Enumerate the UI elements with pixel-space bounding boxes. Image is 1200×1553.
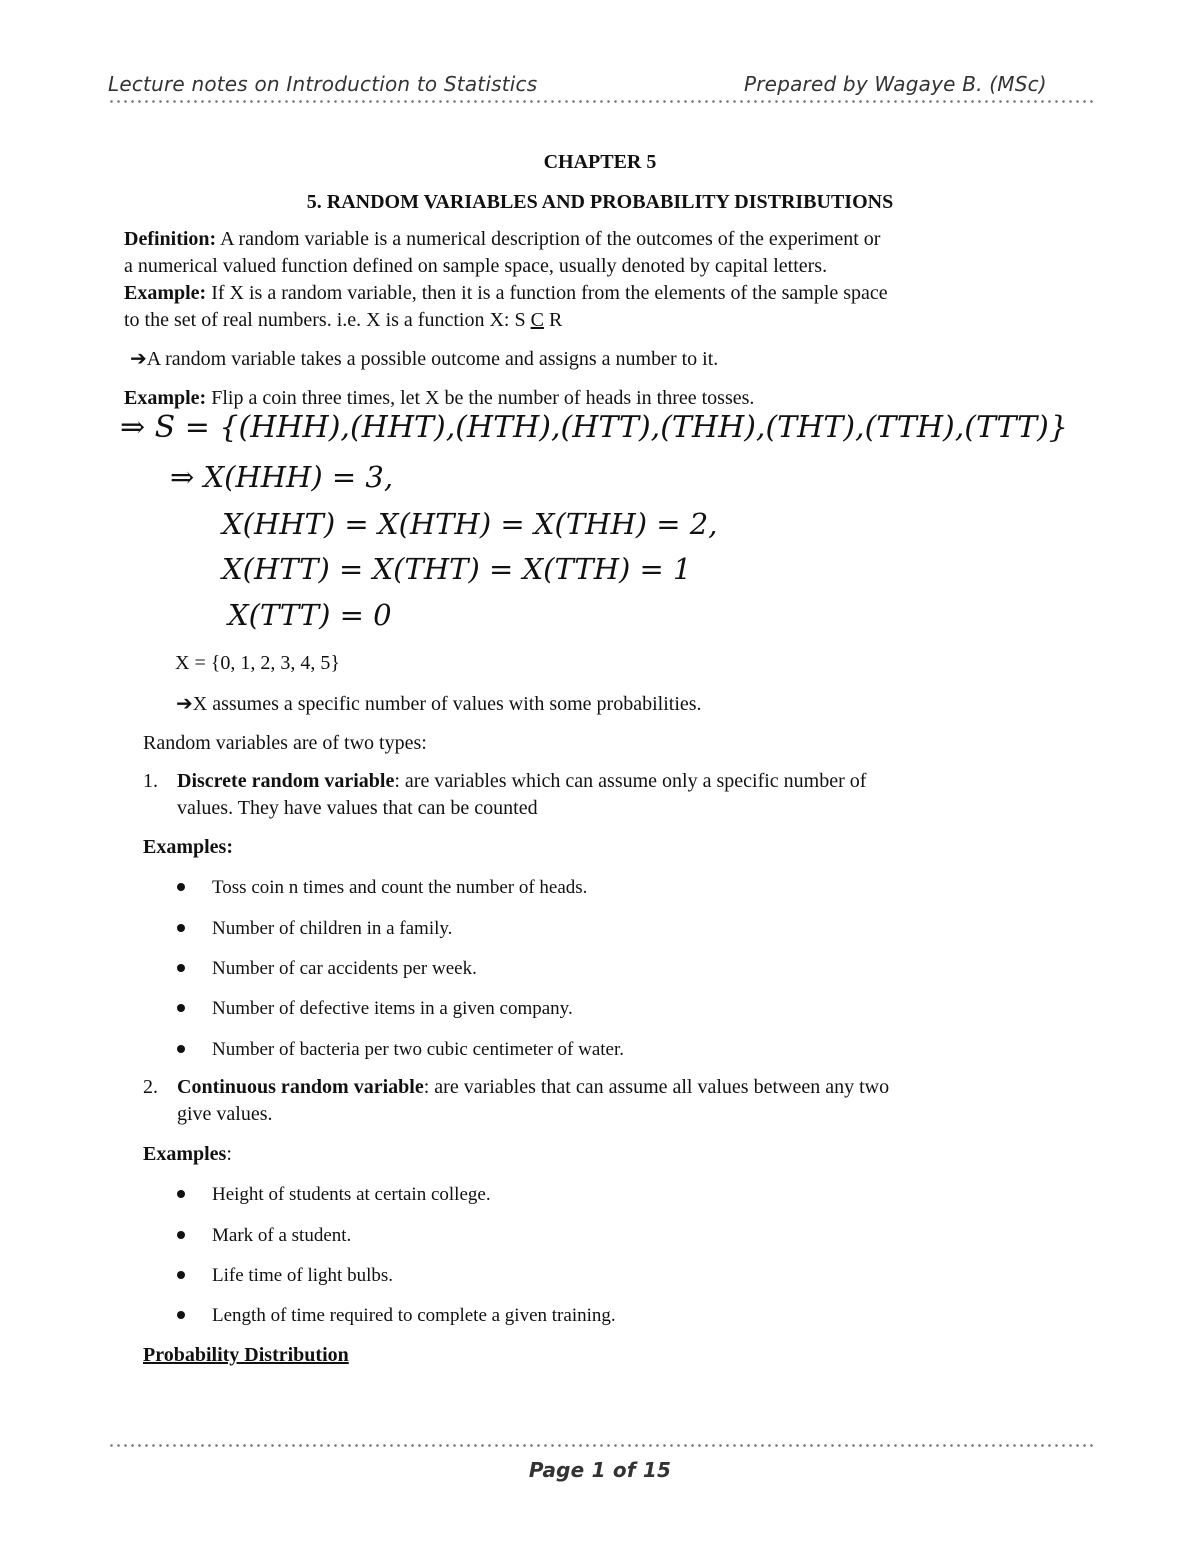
bullet-icon xyxy=(177,1045,185,1053)
example1-line2a: to the set of real numbers. i.e. X is a function X: S xyxy=(124,309,531,331)
continuous-label: Continuous random variable xyxy=(177,1076,424,1098)
subset-symbol: C xyxy=(530,309,544,331)
bullet-icon xyxy=(177,1231,185,1239)
equation-line-3: X(HTT) = X(THT) = X(TTH) = 1 xyxy=(222,552,692,586)
header-left: Lecture notes on Introduction to Statistics xyxy=(108,72,538,96)
continuous-paragraph xyxy=(177,1074,1023,1128)
page-number: Page 1 of 15 xyxy=(528,1458,672,1482)
example2-label: Example: xyxy=(124,387,207,409)
examples-label-2: Examples: xyxy=(143,1143,232,1165)
header-divider xyxy=(108,98,1094,105)
example2-paragraph xyxy=(124,385,754,412)
bullet-icon xyxy=(177,1311,185,1319)
discrete-paragraph xyxy=(177,768,1023,822)
bullet-icon xyxy=(177,883,185,891)
list-item: Number of bacteria per two cubic centimeter of water. xyxy=(177,1036,624,1063)
definition-line1: A random variable is a numerical description of the outcomes of the experiment or xyxy=(216,228,881,250)
sample-space-equation: ⇒ S = {(HHH),(HHT),(HTH),(HTT),(THH),(THT),(TTH),(TTT)} xyxy=(120,410,1068,445)
example2-text: Flip a coin three times, let X be the number of heads in three tosses. xyxy=(206,387,755,409)
probability-distribution-heading: Probability Distribution xyxy=(143,1344,349,1366)
list-item: Life time of light bulbs. xyxy=(177,1262,393,1289)
list-item: Number of defective items in a given company. xyxy=(177,995,573,1022)
footer-divider xyxy=(108,1442,1094,1449)
bullet-icon xyxy=(177,1190,185,1198)
discrete-line2: values. They have values that can be counted xyxy=(177,797,538,819)
right-arrow-icon: ➔ xyxy=(130,346,147,370)
list-item: Number of car accidents per week. xyxy=(177,955,477,982)
continuous-number: 2. xyxy=(143,1076,158,1098)
example1-label: Example: xyxy=(124,282,207,304)
types-intro: Random variables are of two types: xyxy=(143,732,427,754)
discrete-label: Discrete random variable xyxy=(177,770,395,792)
bullet-icon xyxy=(177,1004,185,1012)
continuous-line2: give values. xyxy=(177,1103,273,1125)
list-item: Toss coin n times and count the number of heads. xyxy=(177,874,587,901)
list-item: Height of students at certain college. xyxy=(177,1181,491,1208)
example1-line1: If X is a random variable, then it is a function from the elements of the sample space xyxy=(206,282,888,304)
arrow-note-2-text: X assumes a specific number of values with some probabilities. xyxy=(192,693,702,715)
discrete-number: 1. xyxy=(143,770,158,792)
equation-line-1: ⇒ X(HHH) = 3, xyxy=(170,460,394,494)
arrow-note-1 xyxy=(130,345,718,373)
example1-paragraph xyxy=(124,280,1034,334)
equation-line-2: X(HHT) = X(HTH) = X(THH) = 2, xyxy=(222,507,718,541)
discrete-line1: : are variables which can assume only a specific number of xyxy=(394,770,867,792)
continuous-line1: : are variables that can assume all values between any two xyxy=(423,1076,890,1098)
list-item: Length of time required to complete a given training. xyxy=(177,1302,616,1329)
section-title: 5. RANDOM VARIABLES AND PROBABILITY DISTRIBUTIONS xyxy=(306,191,894,213)
bullet-icon xyxy=(177,924,185,932)
bullet-icon xyxy=(177,964,185,972)
definition-line2: a numerical valued function defined on sample space, usually denoted by capital letters. xyxy=(124,255,828,277)
list-item: Mark of a student. xyxy=(177,1222,351,1249)
equation-line-4: X(TTT) = 0 xyxy=(228,598,392,632)
definition-paragraph xyxy=(124,226,1024,280)
header-right: Prepared by Wagaye B. (MSc) xyxy=(744,72,1047,96)
examples-label-1: Examples: xyxy=(143,836,233,858)
list-item: Number of children in a family. xyxy=(177,915,452,942)
chapter-title: CHAPTER 5 xyxy=(543,151,657,173)
bullet-icon xyxy=(177,1271,185,1279)
right-arrow-icon: ➔ xyxy=(176,691,193,715)
definition-label: Definition: xyxy=(124,228,217,250)
arrow-note-2 xyxy=(176,690,702,718)
x-set: X = {0, 1, 2, 3, 4, 5} xyxy=(175,652,340,674)
example1-line2b: R xyxy=(543,309,563,331)
arrow-note-1-text: A random variable takes a possible outcome and assigns a number to it. xyxy=(146,348,719,370)
